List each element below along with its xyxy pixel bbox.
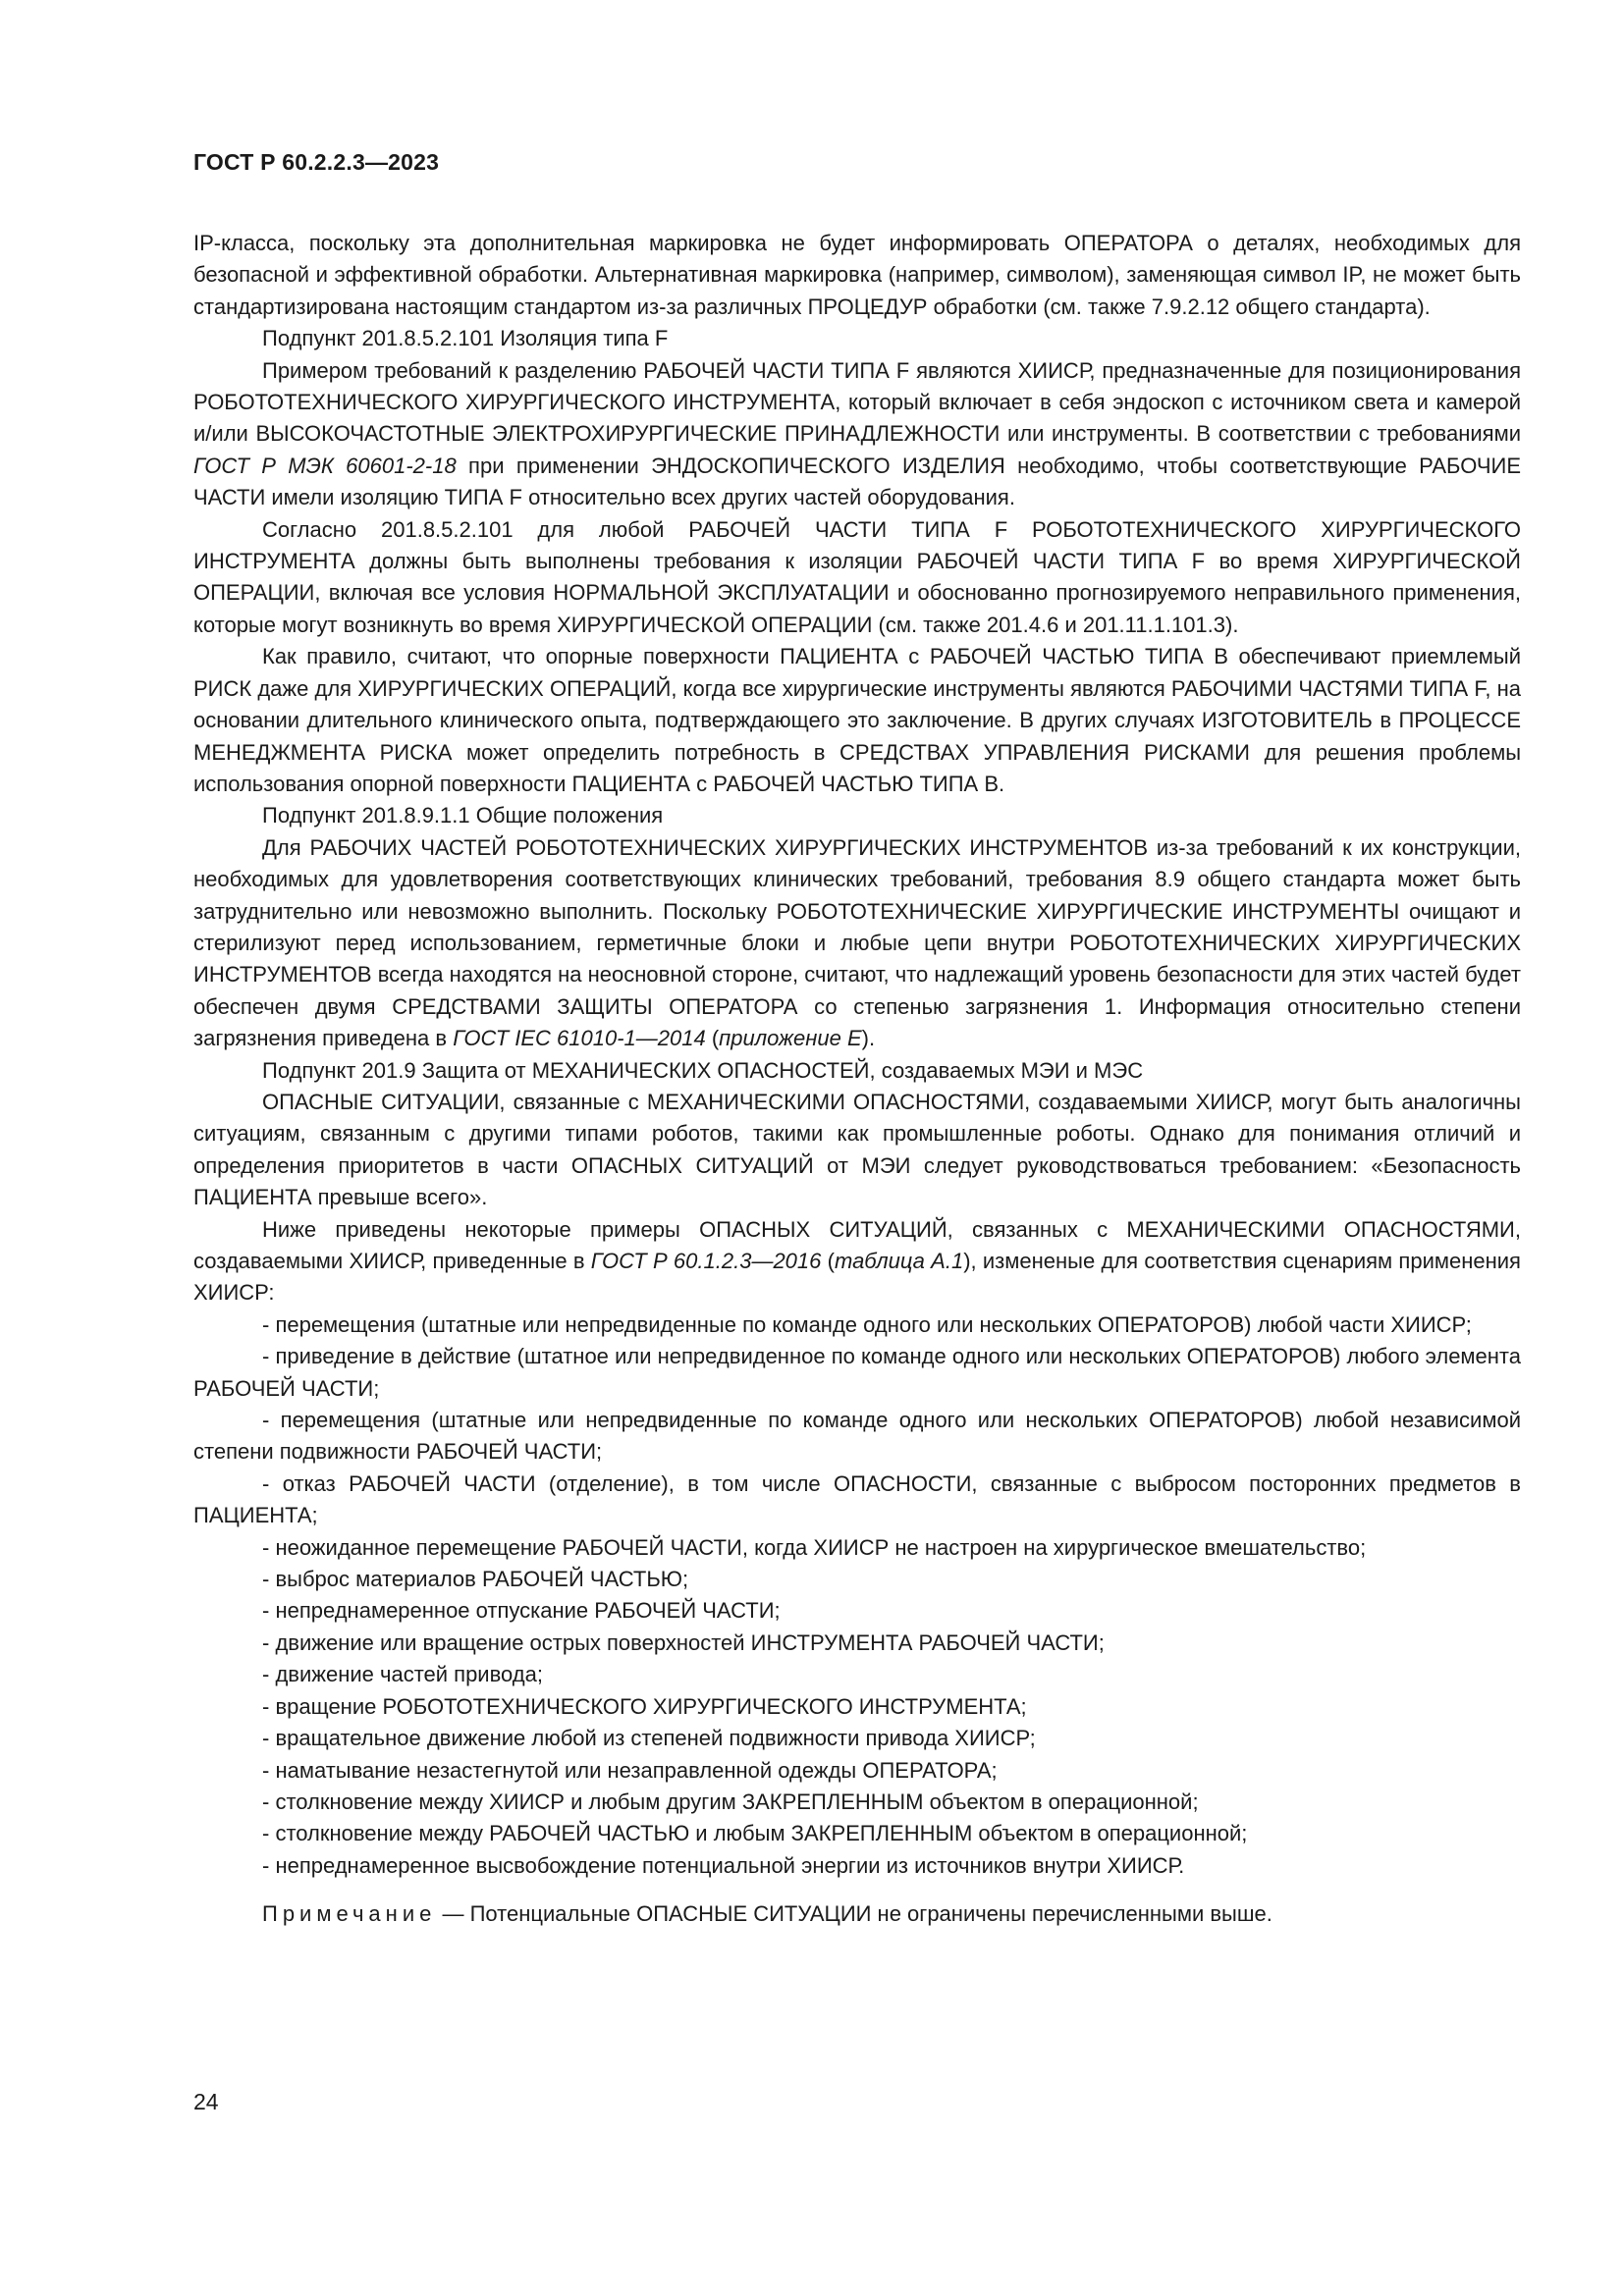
list-item: - неожиданное перемещение РАБОЧЕЙ ЧАСТИ, когда ХИИСР не настроен на хирургическое вмешательство; bbox=[262, 1534, 1367, 1560]
document-header-title: ГОСТ Р 60.2.2.3—2023 bbox=[193, 149, 440, 175]
paragraph: Для РАБОЧИХ ЧАСТЕЙ РОБОТОТЕХНИЧЕСКИХ ХИРУРГИЧЕСКИХ ИНСТРУМЕНТОВ из-за требований к их конструкции, необходимых для удовлетворения соответствующих клинических требований, требования 8.9 общего стандарта может быть затруднительно или невозможно выполнить. Поскольку РОБОТОТЕХНИЧЕСКИЕ ХИРУРГИЧЕСКИЕ ИНСТРУМЕНТЫ очищают и стерилизуют перед использованием, герметичные блоки и любые цепи внутри РОБОТОТЕХНИЧЕСКИХ ХИРУРГИЧЕСКИХ ИНСТРУМЕНТОВ всегда находятся на неосновной стороне, считают, что надлежащий уровень безопасности для этих частей будет обеспечен двумя СРЕДСТВАМИ ЗАЩИТЫ ОПЕРАТОРА со степенью загрязнения 1. Информация относительно степени загрязнения приведена в ГОСТ IEC 61010-1—2014 (приложение Е). bbox=[193, 834, 1521, 1051]
annex-reference: приложение Е bbox=[719, 1026, 862, 1051]
standard-reference: ГОСТ Р МЭК 60601-2-18 bbox=[193, 453, 457, 478]
list-item: - перемещения (штатные или непредвиденные по команде одного или нескольких ОПЕРАТОРОВ) любой независимой степени подвижности РАБОЧЕЙ ЧАСТИ; bbox=[193, 1408, 1521, 1465]
list-item: - столкновение между ХИИСР и любым другим ЗАКРЕПЛЕННЫМ объектом в операционной; bbox=[262, 1789, 1199, 1814]
list-item: - непреднамеренное высвобождение потенциальной энергии из источников внутри ХИИСР. bbox=[262, 1852, 1185, 1878]
standard-reference: ГОСТ IEC 61010-1—2014 bbox=[453, 1026, 706, 1051]
document-body bbox=[193, 228, 1521, 1931]
list-item: - движение или вращение острых поверхностей ИНСТРУМЕНТА РАБОЧЕЙ ЧАСТИ; bbox=[262, 1629, 1105, 1655]
subclause-heading: Подпункт 201.8.9.1.1 Общие положения bbox=[262, 803, 664, 828]
hazard-list bbox=[193, 1309, 1521, 1882]
page-number: 24 bbox=[193, 2089, 219, 2114]
note-text: — Потенциальные ОПАСНЫЕ СИТУАЦИИ не ограничены перечисленными выше. bbox=[436, 1901, 1272, 1927]
list-item: - столкновение между РАБОЧЕЙ ЧАСТЬЮ и любым ЗАКРЕПЛЕННЫМ объектом в операционной; bbox=[262, 1821, 1248, 1846]
list-item: - вращение РОБОТОТЕХНИЧЕСКОГО ХИРУРГИЧЕСКОГО ИНСТРУМЕНТА; bbox=[262, 1693, 1027, 1719]
paragraph: ОПАСНЫЕ СИТУАЦИИ, связанные с МЕХАНИЧЕСКИМИ ОПАСНОСТЯМИ, создаваемыми ХИИСР, могут быть аналогичны ситуациям, связанным с другими типами роботов, такими как промышленные роботы. Однако для понимания отличий и определения приоритетов в части ОПАСНЫХ СИТУАЦИЙ от МЭИ следует руководствоваться требованием: «Безопасность ПАЦИЕНТА превыше всего». bbox=[193, 1089, 1521, 1210]
subclause-heading: Подпункт 201.8.5.2.101 Изоляция типа F bbox=[262, 326, 669, 351]
list-item: - выброс материалов РАБОЧЕЙ ЧАСТЬЮ; bbox=[262, 1567, 689, 1592]
subclause-heading: Подпункт 201.9 Защита от МЕХАНИЧЕСКИХ ОПАСНОСТЕЙ, создаваемых МЭИ и МЭС bbox=[262, 1057, 1144, 1083]
standard-reference: ГОСТ Р 60.1.2.3—2016 bbox=[590, 1249, 822, 1273]
table-reference: таблица А.1 bbox=[834, 1249, 964, 1273]
list-item: - приведение в действие (штатное или непредвиденное по команде одного или нескольких ОПЕРАТОРОВ) любого элемента РАБОЧЕЙ ЧАСТИ; bbox=[193, 1344, 1521, 1401]
paragraph: Согласно 201.8.5.2.101 для любой РАБОЧЕЙ ЧАСТИ ТИПА F РОБОТОТЕХНИЧЕСКОГО ХИРУРГИЧЕСКОГО ИНСТРУМЕНТА должны быть выполнены требования к изоляции РАБОЧЕЙ ЧАСТИ ТИПА F во время ХИРУРГИЧЕСКОЙ ОПЕРАЦИИ, включая все условия НОРМАЛЬНОЙ ЭКСПЛУАТАЦИИ и обоснованно прогнозируемого неправильного применения, которые могут возникнуть во время ХИРУРГИЧЕСКОЙ ОПЕРАЦИИ (см. также 201.4.6 и 201.11.1.101.3). bbox=[193, 516, 1521, 637]
list-item: - движение частей привода; bbox=[262, 1662, 543, 1687]
list-item: - наматывание незастегнутой или незаправленной одежды ОПЕРАТОРА; bbox=[262, 1757, 998, 1783]
note-label: Примечание bbox=[262, 1901, 437, 1927]
list-item: - отказ РАБОЧЕЙ ЧАСТИ (отделение), в том числе ОПАСНОСТИ, связанные с выбросом посторонних предметов в ПАЦИЕНТА; bbox=[193, 1470, 1521, 1528]
paragraph: Примером требований к разделению РАБОЧЕЙ ЧАСТИ ТИПА F являются ХИИСР, предназначенные для позиционирования РОБОТОТЕХНИЧЕСКОГО ХИРУРГИЧЕСКОГО ИНСТРУМЕНТА, который включает в себя эндоскоп с источником света и камерой и/или ВЫСОКОЧАСТОТНЫЕ ЭЛЕКТРОХИРУРГИЧЕСКИЕ ПРИНАДЛЕЖНОСТИ или инструменты. В соответствии с требованиями ГОСТ Р МЭК 60601-2-18 при применении ЭНДОСКОПИЧЕСКОГО ИЗДЕЛИЯ необходимо, чтобы соответствующие РАБОЧИЕ ЧАСТИ имели изоляцию ТИПА F относительно всех других частей оборудования. bbox=[193, 357, 1522, 510]
paragraph: Как правило, считают, что опорные поверхности ПАЦИЕНТА с РАБОЧЕЙ ЧАСТЬЮ ТИПА B обеспечивают приемлемый РИСК даже для ХИРУРГИЧЕСКИХ ОПЕРАЦИЙ, когда все хирургические инструменты являются РАБОЧИМИ ЧАСТЯМИ ТИПА F, на основании длительного клинического опыта, подтверждающего это заключение. В других случаях ИЗГОТОВИТЕЛЬ в ПРОЦЕССЕ МЕНЕДЖМЕНТА РИСКА может определить потребность в СРЕДСТВАХ УПРАВЛЕНИЯ РИСКАМИ для решения проблемы использования опорной поверхности ПАЦИЕНТА с РАБОЧЕЙ ЧАСТЬЮ ТИПА B. bbox=[193, 644, 1521, 796]
list-item: - вращательное движение любой из степеней подвижности привода ХИИСР; bbox=[262, 1726, 1036, 1751]
paragraph: IP-класса, поскольку эта дополнительная маркировка не будет информировать ОПЕРАТОРА о деталях, необходимых для безопасной и эффективной обработки. Альтернативная маркировка (например, символом), заменяющая символ IP, не может быть стандартизирована настоящим стандартом из-за различных ПРОЦЕДУР обработки (см. также 7.9.2.12 общего стандарта). bbox=[193, 231, 1521, 319]
note bbox=[193, 1898, 1521, 1930]
paragraph: Ниже приведены некоторые примеры ОПАСНЫХ СИТУАЦИЙ, связанных с МЕХАНИЧЕСКИМИ ОПАСНОСТЯМИ, создаваемыми ХИИСР, приведенные в ГОСТ Р 60.1.2.3—2016 (таблица А.1), измененые для соответствия сценариям применения ХИИСР: bbox=[193, 1216, 1521, 1306]
list-item: - перемещения (штатные или непредвиденные по команде одного или нескольких ОПЕРАТОРОВ) любой части ХИИСР; bbox=[262, 1311, 1472, 1337]
list-item: - непреднамеренное отпускание РАБОЧЕЙ ЧАСТИ; bbox=[262, 1598, 781, 1624]
